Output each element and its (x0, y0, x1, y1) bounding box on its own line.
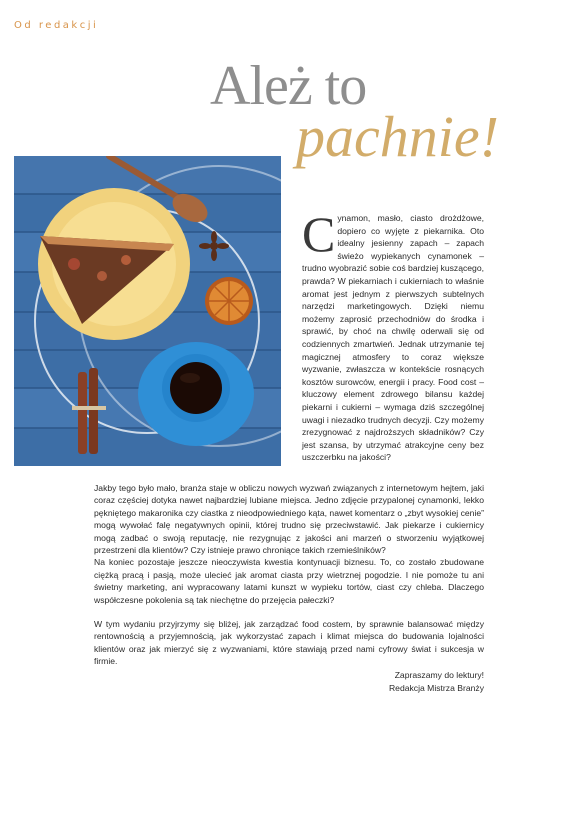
drop-cap: C (302, 206, 336, 262)
title-line-1: Ależ to (210, 55, 367, 117)
signoff-invitation: Zapraszamy do lektury! (394, 670, 484, 680)
body-paragraph-1: Jakby tego było mało, branża staje w obliczu nowych wyzwań związanych z internetowym hejtem, jaki coraz częściej dotyka nawet najbardziej lubiane miejsca. Jedno zdjęcie przypalonej cynamonki, lekko pękniętego makaronika czy ciastka z nieodpowiedniego kąta, nawet komentarz o „zbyt wysokiej cenie” mogą wywołać falę negatywnych opinii, której trudno się przeciwstawić. Jak piekarze i cukiernicy mogą zadbać o swoją reputację, nie rezygnując z jakości ani marzeń o stworzeniu wyjątkowej przestrzeni dla klientów? Czy istnieje prawo chroniące takich rzemieślników? (94, 483, 484, 556)
body-paragraph-3: W tym wydaniu przyjrzymy się bliżej, jak zarządzać food costem, by sprawnie balansować między rentownością a przyjemnością, jak wykorzystać zapach i klimat miejsca do budowania lojalności klientów oraz jak mierzyć się z wyzwaniami, które stawiają przed nami cyfrowy świat i sukcesja w firmie. (94, 619, 484, 667)
signoff (389, 669, 484, 695)
coffee-cake-photo (14, 156, 281, 466)
body-paragraph-2: Na koniec pozostaje jeszcze nieoczywista kwestia kontynuacji biznesu. To, co zostało zbudowane ciężką pracą i pasją, może ulecieć jak aromat ciasta przy wietrznej pogodzie. I nie pomoże tu ani świetny marketing, ani wypracowany latami kunszt w wypieku tortów, ciast czy chleba. Dlaczego współczesne pokolenia są tak niechętne do przejęcia pałeczki? (94, 557, 484, 605)
intro-paragraph (302, 206, 484, 464)
body-text (94, 482, 484, 668)
intro-text: ynamon, masło, ciasto drożdżowe, dopiero co wyjęte z piekarnika. Oto idealny jesienny zapach – zapach świeżo wypiekanych cynamonek – trudno wyobrazić sobie coś bardziej kuszącego, prawda? W piekarniach i cukierniach to właśnie aromat jest jednym z pierwszych subtelnych narzędzi marketingowych. Dzięki niemu możemy zaprosić przechodniów do środka i sprawić, by choć na chwilę oderwali się od codziennych zmartwień. Jednak utrzymanie tej magicznej atmosfery to coraz większe wyzwanie, zwłaszcza w kontekście rosnących kosztów surowców, energii i pracy. Food cost – kluczowy element zdrowego bilansu każdej piekarni i cukierni – wymaga dziś szczególnej uwagi i niezadko trudnych decyzji. Czy możemy zrezygnować z najdroższych składników? Czy jest szansa, by utrzymać atrakcyjne ceny bez uszczerbku na jakości? (302, 213, 484, 463)
title-line-2: pachnie! (296, 104, 499, 169)
section-label: Od redakcji (14, 20, 99, 31)
signoff-editorial: Redakcja Mistrza Branży (388, 683, 484, 693)
